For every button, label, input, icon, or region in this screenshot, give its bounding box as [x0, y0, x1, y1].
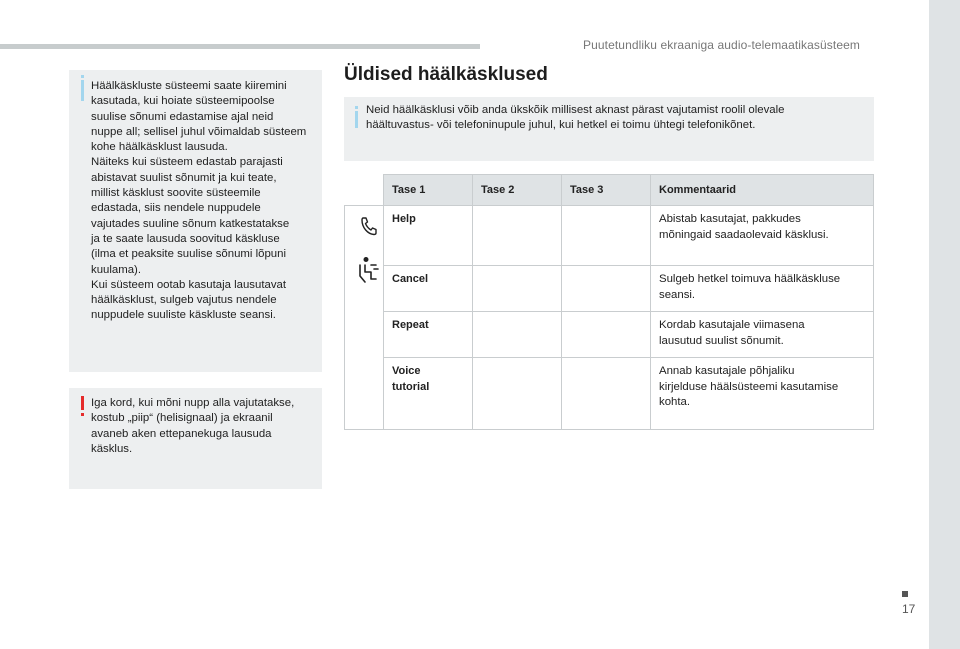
- voice-command-icon: [357, 256, 379, 284]
- cell-level2: [473, 206, 562, 266]
- voice-commands-table: [344, 174, 874, 430]
- page-header-title: Puutetundliku ekraaniga audio-telemaatikasüsteem: [583, 38, 860, 52]
- cell-level2: [473, 266, 562, 312]
- header-rule: [0, 44, 480, 49]
- side-strip: [929, 0, 960, 649]
- cell-level1-cancel: Cancel: [384, 266, 473, 312]
- table-header-level1: Tase 1: [384, 175, 473, 206]
- warning-icon: [81, 396, 84, 410]
- info-box-general-commands: [344, 97, 874, 161]
- info-text: Neid häälkäsklusi võib anda ükskõik millisest aknast pärast vajutamist roolil olevale häältuvastus- või telefoninupule juhul, kui hetkel ei toimu ühtegi telefonikõnet.: [366, 104, 785, 132]
- cell-comment-voice-tutorial: Annab kasutajale põhjaliku kirjelduse häälsüsteemi kasutamise kohta.: [651, 358, 874, 430]
- page-number: 17: [902, 602, 916, 616]
- cell-comment-repeat: Kordab kasutajale viimasena lausutud suulist sõnumit.: [651, 312, 874, 358]
- info-icon: [355, 111, 358, 128]
- cell-level3: [562, 358, 651, 430]
- table-header-icon-cell: [345, 175, 384, 206]
- table-row: [345, 206, 874, 266]
- cell-comment-help: Abistab kasutajat, pakkudes mõningaid saadaolevaid käsklusi.: [651, 206, 874, 266]
- table-row: [345, 312, 874, 358]
- table-header-level3: Tase 3: [562, 175, 651, 206]
- page-marker: [902, 591, 908, 597]
- table-header-comments: Kommentaarid: [651, 175, 874, 206]
- table-row: [345, 358, 874, 430]
- table-header-row: [345, 175, 874, 206]
- info-box-voice-buttons: [69, 70, 322, 372]
- cell-level2: [473, 358, 562, 430]
- warning-box-beep: [69, 388, 322, 489]
- table-header-level2: Tase 2: [473, 175, 562, 206]
- section-title: Üldised häälkäsklused: [344, 64, 548, 85]
- info-icon: [81, 80, 84, 101]
- cell-comment-cancel: Sulgeb hetkel toimuva häälkäskluse seansi.: [651, 266, 874, 312]
- phone-icon: [360, 216, 378, 236]
- table-icon-cell: [345, 206, 384, 430]
- cell-level1-help: Help: [384, 206, 473, 266]
- warning-text: Iga kord, kui mõni nupp alla vajutatakse, kostub „piip“ (helisignaal) ja ekraanil avaneb aken ettepanekuga lausuda käsklus.: [91, 397, 295, 455]
- cell-level1-voice-tutorial: Voice tutorial: [384, 358, 473, 430]
- table-row: [345, 266, 874, 312]
- cell-level3: [562, 312, 651, 358]
- cell-level3: [562, 266, 651, 312]
- info-text: Häälkäskluste süsteemi saate kiiremini kasutada, kui hoiate süsteemipoolse suulise sõnumi edastamise ajal neid nuppe all; sellisel juhul võimaldab süsteem kohe häälkäsklust lausuda. Näiteks kui süsteem edastab parajasti abistavat suulist sõnumit ja kui teate, millist käsklust soovite süsteemile edastada, siis nendele nuppudele vajutades suuline sõnum katkestatakse ja te saate lausuda soovitud käskluse (ilma et peaksite suulise sõnumi lõpuni kuulama). Kui süsteem ootab kasutaja lausutavat häälkäsklust, sulgeb vajutus nendele nuppudele suuliste käskluste seansi.: [91, 80, 307, 322]
- cell-level1-repeat: Repeat: [384, 312, 473, 358]
- cell-level2: [473, 312, 562, 358]
- cell-level3: [562, 206, 651, 266]
